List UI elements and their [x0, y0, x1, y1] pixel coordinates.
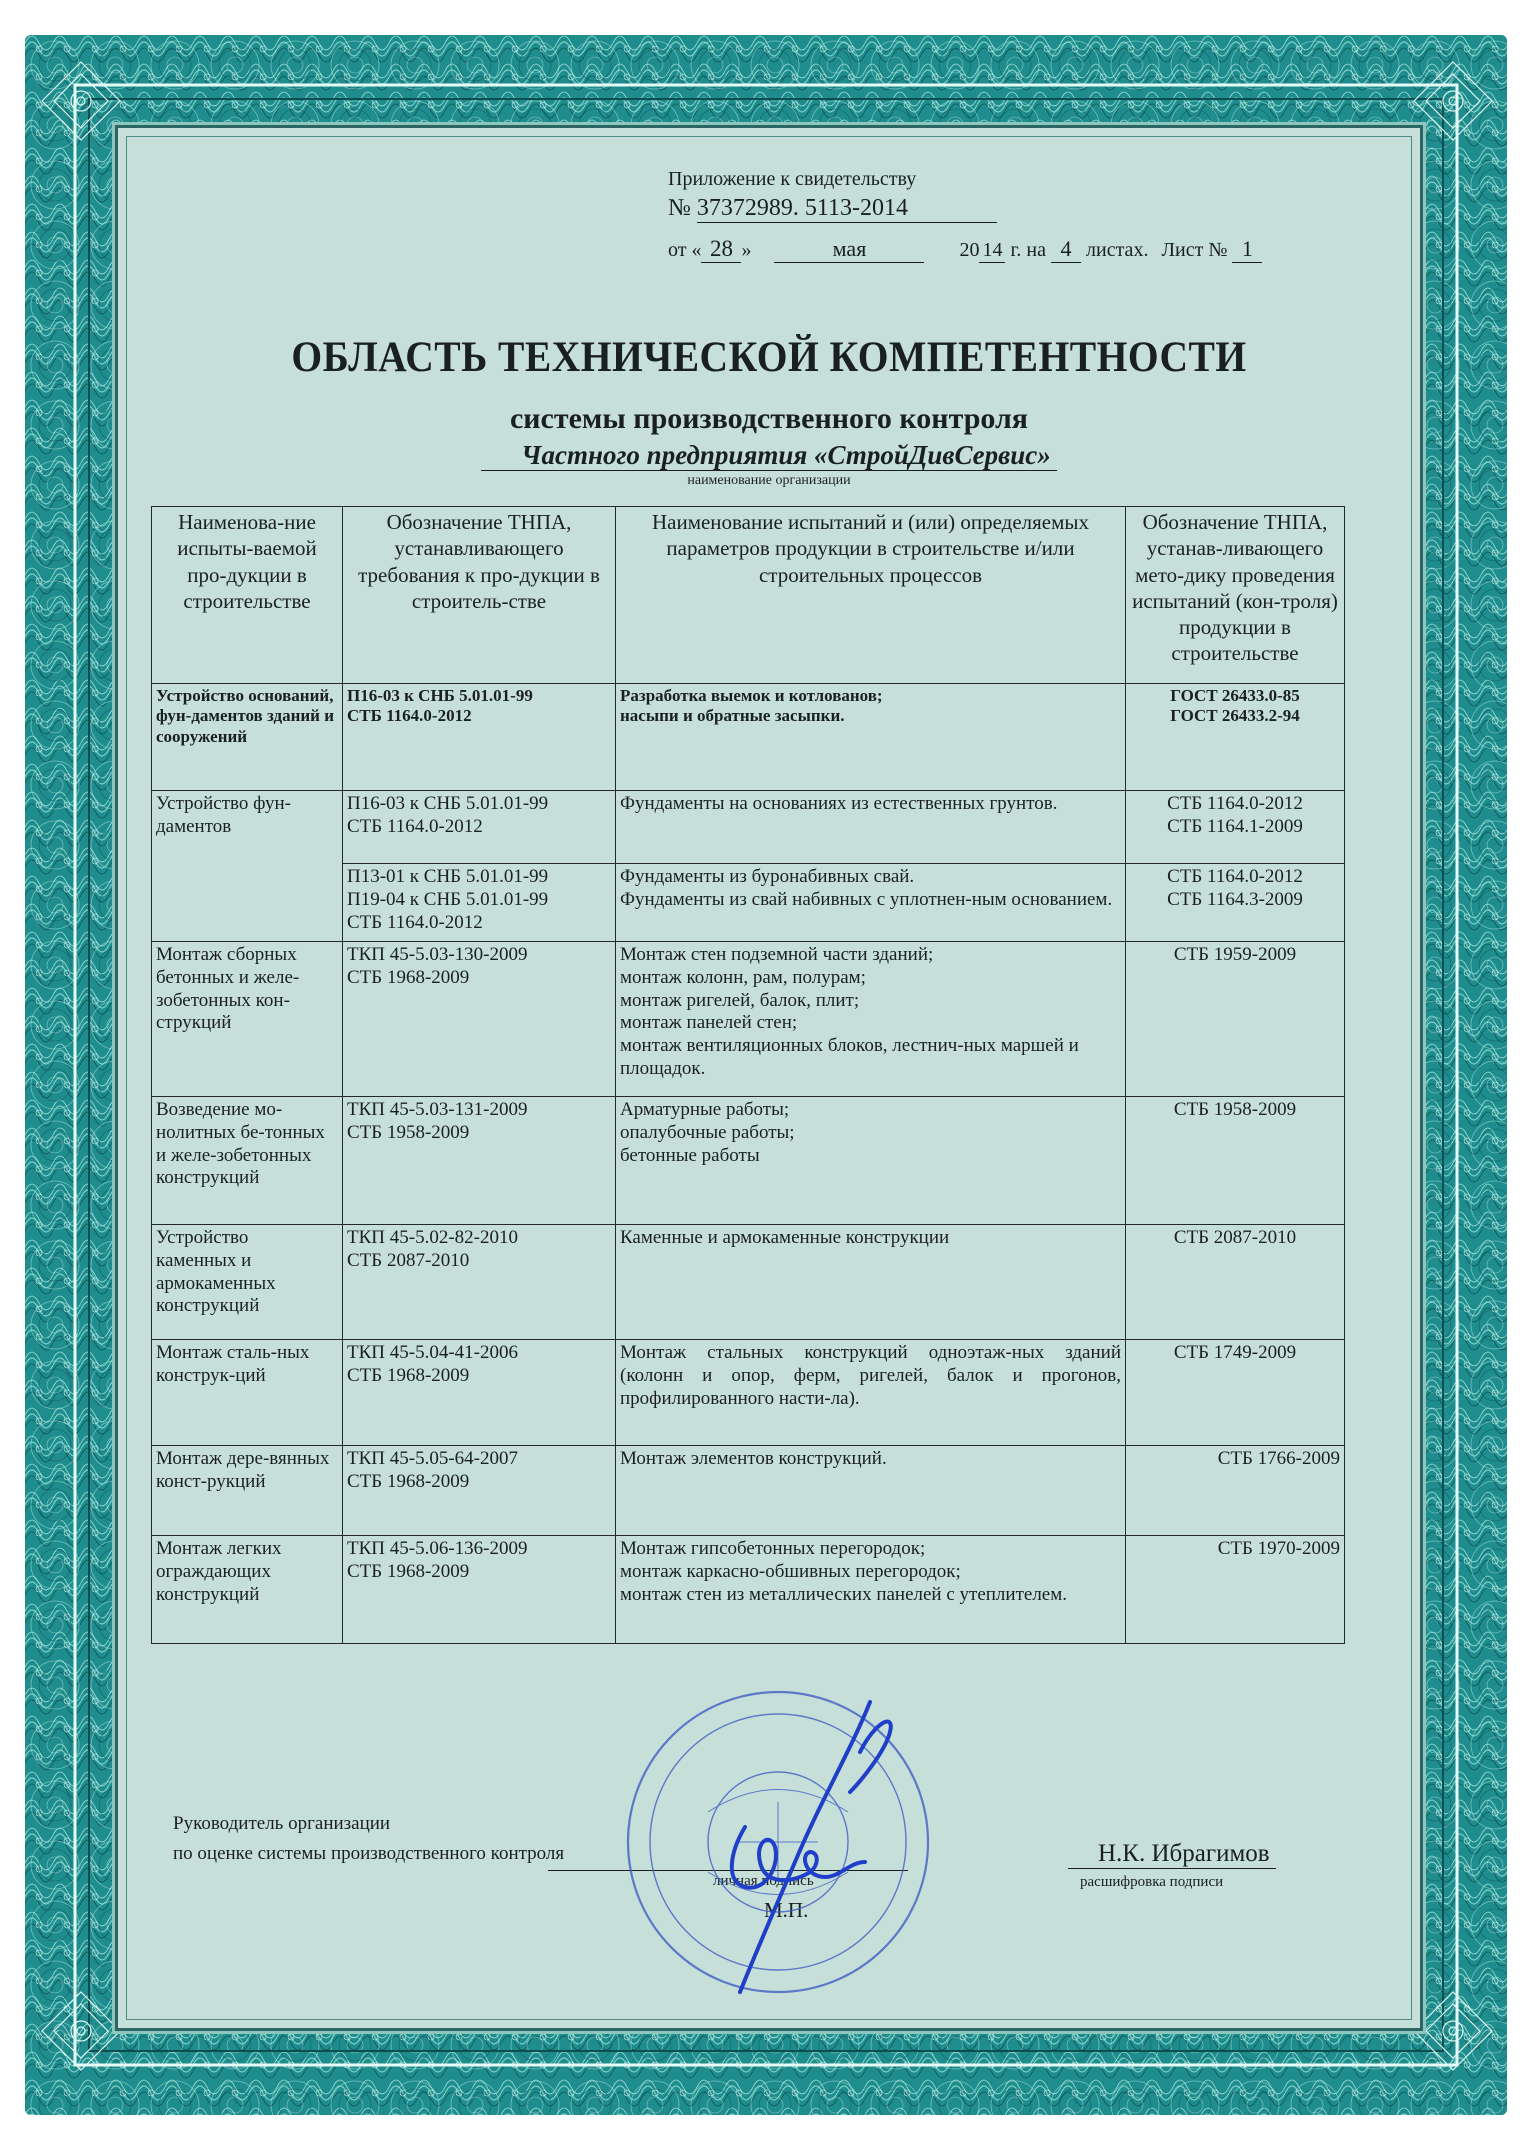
certificate-number: 37372989. 5113-2014: [697, 195, 997, 223]
date-month: мая: [774, 236, 924, 263]
cell-tnpa: ТКП 45-5.04-41-2006 СТБ 1968-2009: [343, 1340, 616, 1446]
cell-product: Устройство фун-даментов: [152, 791, 343, 942]
signer-caption: расшифровка подписи: [1080, 1874, 1224, 1890]
organization-caption: наименование организации: [687, 473, 851, 488]
year-label: г. на: [1010, 239, 1047, 261]
day-open-quote: «: [691, 239, 702, 261]
col-header-tests: Наименование испытаний и (или) определяемых параметров продукции в строительстве и/или строительных процессов: [616, 507, 1126, 684]
cell-method: СТБ 1164.0-2012 СТБ 1164.1-2009: [1126, 791, 1345, 864]
signature-icon: [700, 1692, 930, 2002]
cell-method: ГОСТ 26433.0-85 ГОСТ 26433.2-94: [1126, 684, 1345, 791]
cell-tests: Арматурные работы; опалубочные работы; бетонные работы: [616, 1097, 1126, 1225]
cell-tests: Монтаж элементов конструкций.: [616, 1446, 1126, 1536]
signer-name: Н.К. Ибрагимов: [1068, 1840, 1276, 1869]
col-header-method: Обозначение ТНПА, устанав-ливающего мето-дику проведения испытаний (кон-троля) продукции в строительстве: [1126, 507, 1345, 684]
document-title: ОБЛАСТЬ ТЕХНИЧЕСКОЙ КОМПЕТЕНТНОСТИ: [291, 334, 1247, 381]
cell-tnpa: ТКП 45-5.05-64-2007 СТБ 1968-2009: [343, 1446, 616, 1536]
cell-tnpa: ТКП 45-5.03-130-2009 СТБ 1968-2009: [343, 942, 616, 1097]
col-header-tnpa: Обозначение ТНПА, устанавливающего требования к про-дукции в строитель-стве: [343, 507, 616, 684]
cell-tnpa: ТКП 45-5.03-131-2009 СТБ 1958-2009: [343, 1097, 616, 1225]
cell-method: СТБ 1766-2009: [1126, 1446, 1345, 1536]
cell-product: Устройство оснований, фун-даментов зданий и сооружений: [152, 684, 343, 791]
signature-caption: личная подпись: [713, 1873, 814, 1889]
cell-product: Возведение мо-нолитных бе-тонных и желе-зобетонных конструкций: [152, 1097, 343, 1225]
corner-ornament-icon: [38, 1988, 124, 2074]
date-day: 28: [701, 236, 741, 263]
year-prefix: 20: [959, 239, 980, 261]
cell-product: Монтаж сталь-ных конструк-ций: [152, 1340, 343, 1446]
date-line: [668, 236, 1262, 263]
sheet-no-label: Лист №: [1161, 239, 1228, 261]
cell-tnpa: П16-03 к СНБ 5.01.01-99 СТБ 1164.0-2012: [343, 684, 616, 791]
cell-method: СТБ 1958-2009: [1126, 1097, 1345, 1225]
cell-tests: Монтаж гипсобетонных перегородок; монтаж каркасно-обшивных перегородок; монтаж стен из металлических панелей с утеплителем.: [616, 1536, 1126, 1644]
table-row: [152, 684, 1345, 791]
appendix-label: Приложение к свидетельству: [668, 168, 917, 190]
organization-name: Частного предприятия «СтройДивСервис»: [118, 440, 1420, 471]
table-row: [152, 1225, 1345, 1340]
cell-tnpa: П13-01 к СНБ 5.01.01-99 П19-04 к СНБ 5.01.01-99 СТБ 1164.0-2012: [343, 864, 616, 942]
table-row: [152, 1340, 1345, 1446]
table-row: [152, 942, 1345, 1097]
cell-tnpa: П16-03 к СНБ 5.01.01-99 СТБ 1164.0-2012: [343, 791, 616, 864]
cell-tests: Фундаменты из буронабивных свай. Фундаменты из свай набивных с уплотнен-ным основанием.: [616, 864, 1126, 942]
stamp-label: М.П.: [764, 1898, 809, 1922]
cell-product: Устройство каменных и армокаменных конструкций: [152, 1225, 343, 1340]
day-close-quote: »: [741, 239, 752, 261]
cell-tnpa: ТКП 45-5.02-82-2010 СТБ 2087-2010: [343, 1225, 616, 1340]
cell-method: СТБ 2087-2010: [1126, 1225, 1345, 1340]
cell-tnpa: ТКП 45-5.06-136-2009 СТБ 1968-2009: [343, 1536, 616, 1644]
table-row: [152, 1097, 1345, 1225]
col-header-product: Наименова-ние испыты-ваемой про-дукции в строительстве: [152, 507, 343, 684]
cell-tests: Фундаменты на основаниях из естественных грунтов.: [616, 791, 1126, 864]
cell-method: СТБ 1749-2009: [1126, 1340, 1345, 1446]
from-label: от: [668, 239, 687, 261]
sheets-label: листах.: [1086, 239, 1149, 261]
sheet-number: 1: [1232, 236, 1262, 263]
table-header-row: [152, 507, 1345, 684]
head-of-organization-label: Руководитель организации: [173, 1813, 391, 1834]
cell-method: СТБ 1970-2009: [1126, 1536, 1345, 1644]
certificate-number-line: [668, 195, 997, 223]
table-row: [152, 1446, 1345, 1536]
cell-product: Монтаж дере-вянных конст-рукций: [152, 1446, 343, 1536]
date-year: 14: [979, 239, 1005, 263]
cell-product: Монтаж легких ограждающих конструкций: [152, 1536, 343, 1644]
cell-tests: Разработка выемок и котлованов; насыпи и обратные засыпки.: [616, 684, 1126, 791]
cell-product: Монтаж сборных бетонных и желе-зобетонных кон-струкций: [152, 942, 343, 1097]
table-row: [152, 1536, 1345, 1644]
cell-tests: Каменные и армокаменные конструкции: [616, 1225, 1126, 1340]
head-of-organization-label-2: по оценке системы производственного контроля: [173, 1843, 565, 1864]
sheets-count: 4: [1051, 236, 1081, 263]
competence-table: [151, 506, 1345, 1644]
number-sign: №: [668, 195, 691, 221]
corner-ornament-icon: [38, 58, 124, 144]
cell-tests: Монтаж стальных конструкций одноэтаж-ных зданий (колонн и опор, ферм, ригелей, балок и прогонов, профилированного насти-ла).: [616, 1340, 1126, 1446]
table-row: [152, 791, 1345, 864]
document-subtitle: системы производственного контроля: [509, 402, 1029, 435]
cell-tests: Монтаж стен подземной части зданий; монтаж колонн, рам, полурам; монтаж ригелей, балок, плит; монтаж панелей стен; монтаж вентиляционных блоков, лестнич-ных маршей и площадок.: [616, 942, 1126, 1097]
cell-method: СТБ 1164.0-2012 СТБ 1164.3-2009: [1126, 864, 1345, 942]
cell-method: СТБ 1959-2009: [1126, 942, 1345, 1097]
